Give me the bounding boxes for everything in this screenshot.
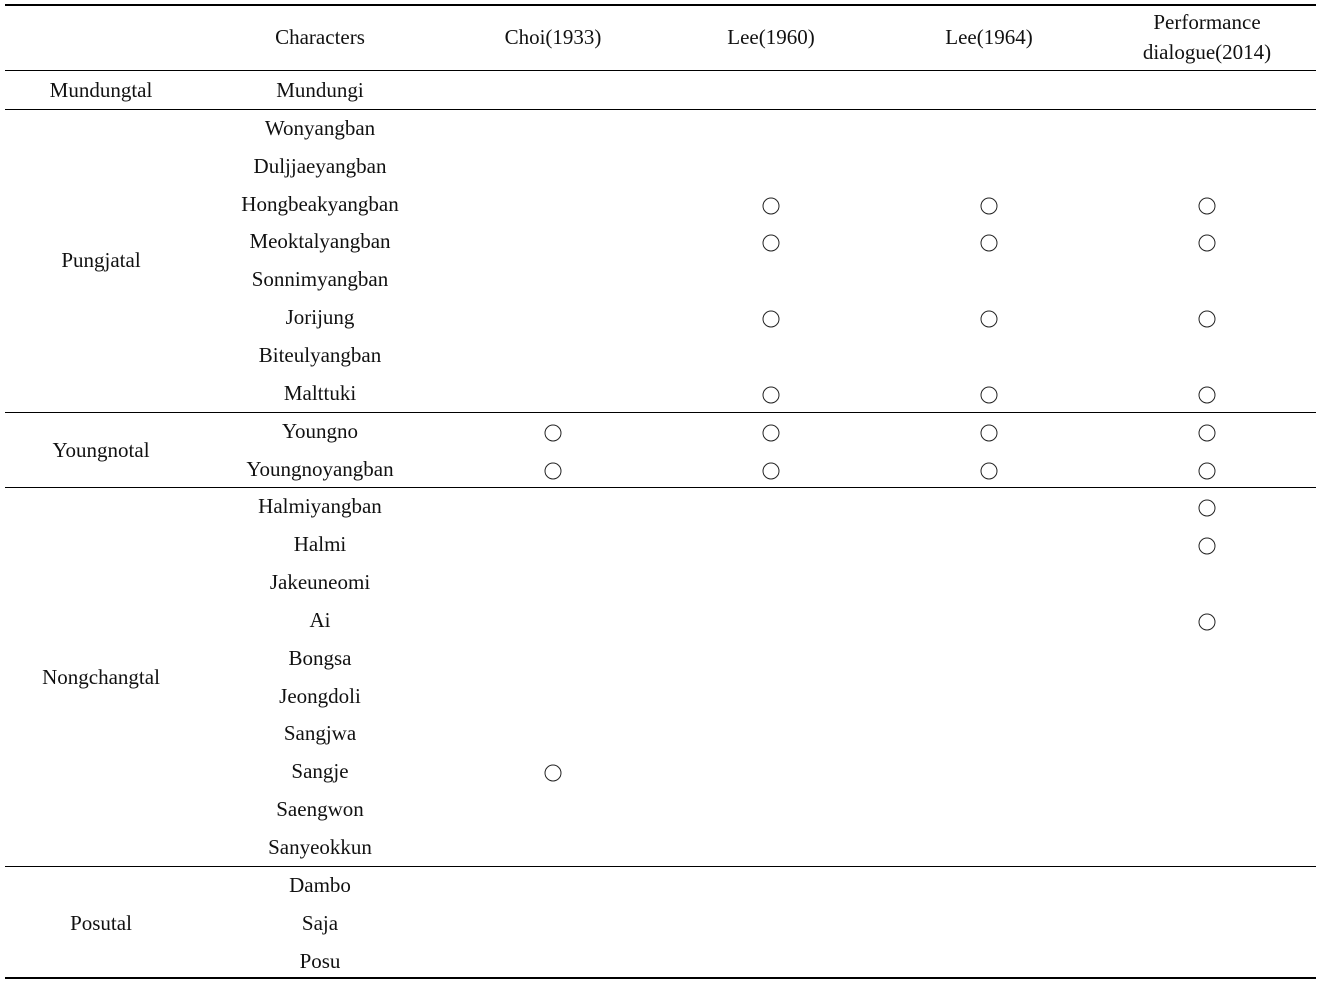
character-name: Sonnimyangban <box>251 267 389 292</box>
character-name: Jakeuneomi <box>269 570 371 595</box>
group-separator-rule <box>5 412 1316 413</box>
group-label: Nongchangtal <box>42 664 160 689</box>
group-label: Youngnotal <box>52 437 150 462</box>
header-characters: Characters <box>275 25 365 49</box>
presence-circle-mark <box>763 311 780 328</box>
character-name: Biteulyangban <box>258 342 382 367</box>
character-name: Bongsa <box>288 645 352 670</box>
presence-circle-mark <box>1199 235 1216 252</box>
character-name: Mundungi <box>276 78 364 102</box>
character-name: Saengwon <box>276 797 364 822</box>
presence-circle-mark <box>1199 311 1216 328</box>
header-rule <box>5 70 1316 71</box>
character-name: Hongbeakyangban <box>241 191 399 216</box>
header-performance-line-2: dialogue(2014) <box>1142 40 1272 64</box>
header-lee-1964: Lee(1964) <box>945 25 1033 49</box>
header-lee-1960: Lee(1960) <box>727 25 815 49</box>
character-name: Halmiyangban <box>258 494 382 519</box>
character-name: Youngnoyangban <box>246 456 394 481</box>
character-name: Ai <box>309 607 331 632</box>
character-name: Sangjwa <box>283 721 357 746</box>
group-separator-rule <box>5 487 1316 488</box>
character-name: Posu <box>299 948 341 973</box>
presence-circle-mark <box>1199 538 1216 555</box>
presence-circle-mark <box>763 462 780 479</box>
character-name: Halmi <box>293 532 347 557</box>
character-name: Duljjaeyangban <box>253 153 387 178</box>
presence-circle-mark <box>981 462 998 479</box>
character-name: Sanyeokkun <box>268 835 372 859</box>
header-choi-1933: Choi(1933) <box>504 25 602 49</box>
presence-circle-mark <box>981 311 998 328</box>
character-name: Sangje <box>291 759 349 784</box>
character-name: Youngno <box>281 418 359 443</box>
presence-circle-mark <box>1199 500 1216 517</box>
group-label: Posutal <box>70 910 132 935</box>
presence-circle-mark <box>763 424 780 441</box>
header-performance-line-1: Performance <box>1153 10 1261 34</box>
group-label: Pungjatal <box>61 248 141 273</box>
character-name: Jorijung <box>285 305 355 330</box>
group-label: Mundungtal <box>49 78 153 102</box>
presence-circle-mark <box>545 765 562 782</box>
group-separator-rule <box>5 866 1316 867</box>
presence-circle-mark <box>545 462 562 479</box>
table-bottom-rule <box>5 977 1316 979</box>
group-separator-rule <box>5 109 1316 110</box>
character-name: Dambo <box>289 872 351 897</box>
presence-circle-mark <box>1199 462 1216 479</box>
characters-table <box>5 0 1316 985</box>
presence-circle-mark <box>763 386 780 403</box>
character-name: Saja <box>301 910 339 935</box>
presence-circle-mark <box>545 424 562 441</box>
character-name: Malttuki <box>283 380 357 405</box>
presence-circle-mark <box>981 424 998 441</box>
character-name: Meoktalyangban <box>249 229 391 254</box>
character-name: Wonyangban <box>264 115 376 140</box>
presence-circle-mark <box>981 197 998 214</box>
presence-circle-mark <box>763 197 780 214</box>
table-top-rule <box>5 4 1316 6</box>
character-name: Jeongdoli <box>279 683 361 708</box>
presence-circle-mark <box>981 386 998 403</box>
presence-circle-mark <box>1199 197 1216 214</box>
presence-circle-mark <box>1199 613 1216 630</box>
presence-circle-mark <box>763 235 780 252</box>
presence-circle-mark <box>1199 424 1216 441</box>
presence-circle-mark <box>981 235 998 252</box>
presence-circle-mark <box>1199 386 1216 403</box>
